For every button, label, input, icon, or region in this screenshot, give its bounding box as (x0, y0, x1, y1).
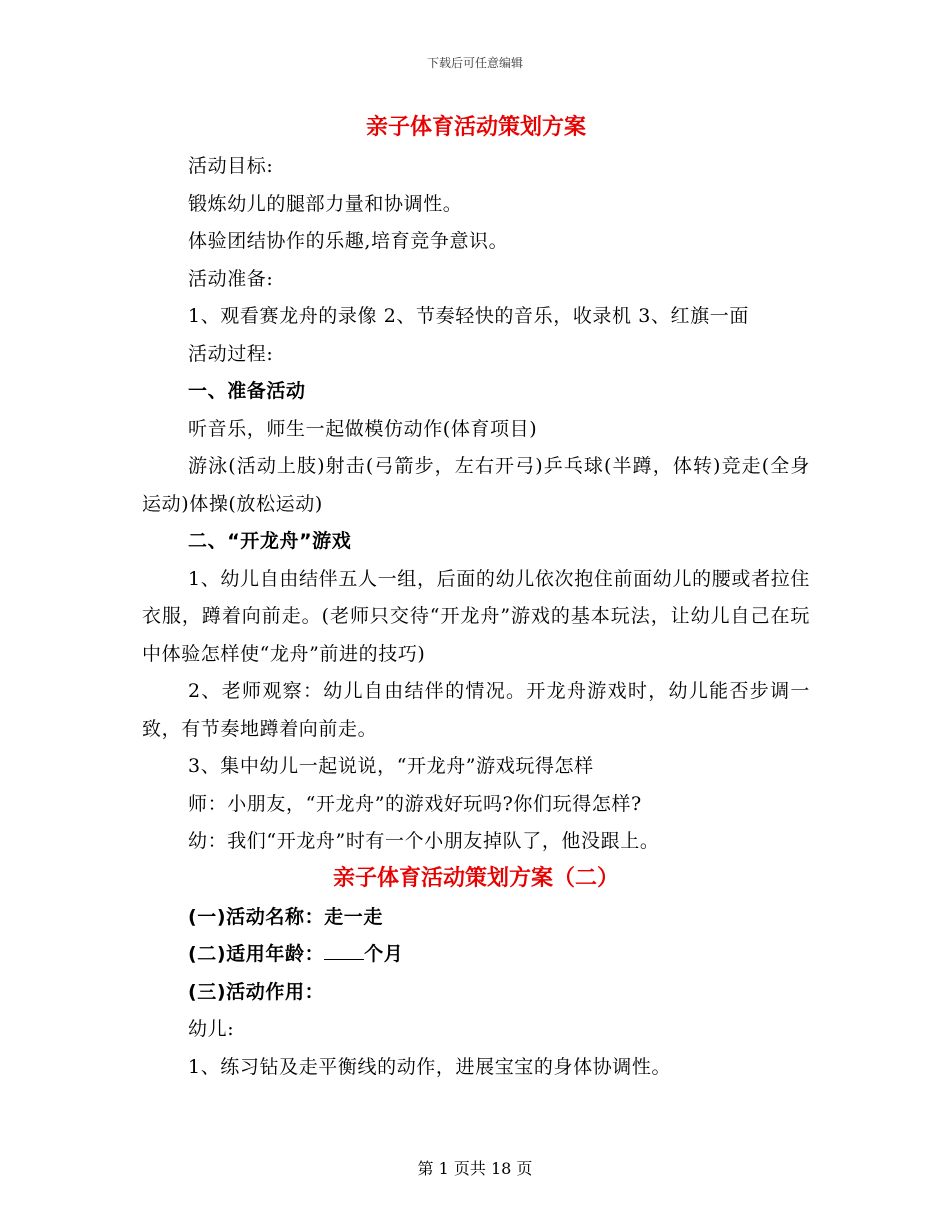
item-age-suffix: 个月 (364, 943, 404, 965)
blank-underline (324, 941, 364, 960)
paragraph-teacher-line: 师：小朋友，“开龙舟”的游戏好玩吗?你们玩得怎样? (188, 792, 642, 815)
page-number: 第 1 页共 18 页 (417, 1159, 533, 1178)
paragraph-child-heading: 幼儿: (188, 1018, 235, 1040)
item-activity-purpose: (三)活动作用： (188, 980, 325, 1003)
paragraph-warmup-1: 听音乐，师生一起做模仿动作(体育项目) (188, 417, 538, 440)
subheading-dragon-boat-game: 二、“开龙舟”游戏 (188, 530, 352, 552)
paragraph-goal-2: 体验团结协作的乐趣,培育竞争意识。 (188, 230, 509, 252)
paragraph-warmup-2: 游泳(活动上肢)射击(弓箭步，左右开弓)乒乓球(半蹲，体转)竞走(全身运动)体操(放松运动) (142, 455, 810, 515)
paragraph-game-step-3: 3、集中幼儿一起说说，“开龙舟”游戏玩得怎样 (188, 755, 594, 777)
header-note: 下载后可任意编辑 (426, 56, 523, 70)
paragraph-goal-1: 锻炼幼儿的腿部力量和协调性。 (188, 192, 463, 215)
section-title-1: 亲子体育活动策划方案 (365, 114, 586, 140)
paragraph-child-line: 幼：我们“开龙舟”时有一个小朋友掉队了，他没跟上。 (188, 830, 660, 852)
paragraph-game-step-2: 2、老师观察：幼儿自由结伴的情况。开龙舟游戏时，幼儿能否步调一致，有节奏地蹲着向前走。 (142, 680, 810, 740)
paragraph-game-step-1: 1、幼儿自由结伴五人一组，后面的幼儿依次抱住前面幼儿的腰或者拉住衣服，蹲着向前走。(老师只交待“开龙舟”游戏的基本玩法，让幼儿自己在玩中体验怎样使“龙舟”前进的技巧) (142, 567, 810, 665)
subheading-warmup: 一、准备活动 (188, 380, 306, 402)
document-content (142, 112, 810, 1086)
item-age-prefix: (二)适用年龄： (188, 943, 325, 965)
paragraph-child-goal-1: 1、练习钻及走平衡线的动作，进展宝宝的身体协调性。 (188, 1055, 672, 1078)
paragraph-process-heading: 活动过程: (188, 342, 274, 365)
item-age-range (142, 936, 810, 974)
item-activity-name: (一)活动名称：走一走 (188, 905, 383, 928)
section-title-2: 亲子体育活动策划方案（二） (332, 864, 619, 891)
paragraph-goal-heading: 活动目标: (188, 155, 274, 177)
paragraph-prep-heading: 活动准备: (188, 267, 274, 290)
paragraph-prep-list: 1、观看赛龙舟的录像 2、节奏轻快的音乐，收录机 3、红旗一面 (188, 305, 749, 327)
